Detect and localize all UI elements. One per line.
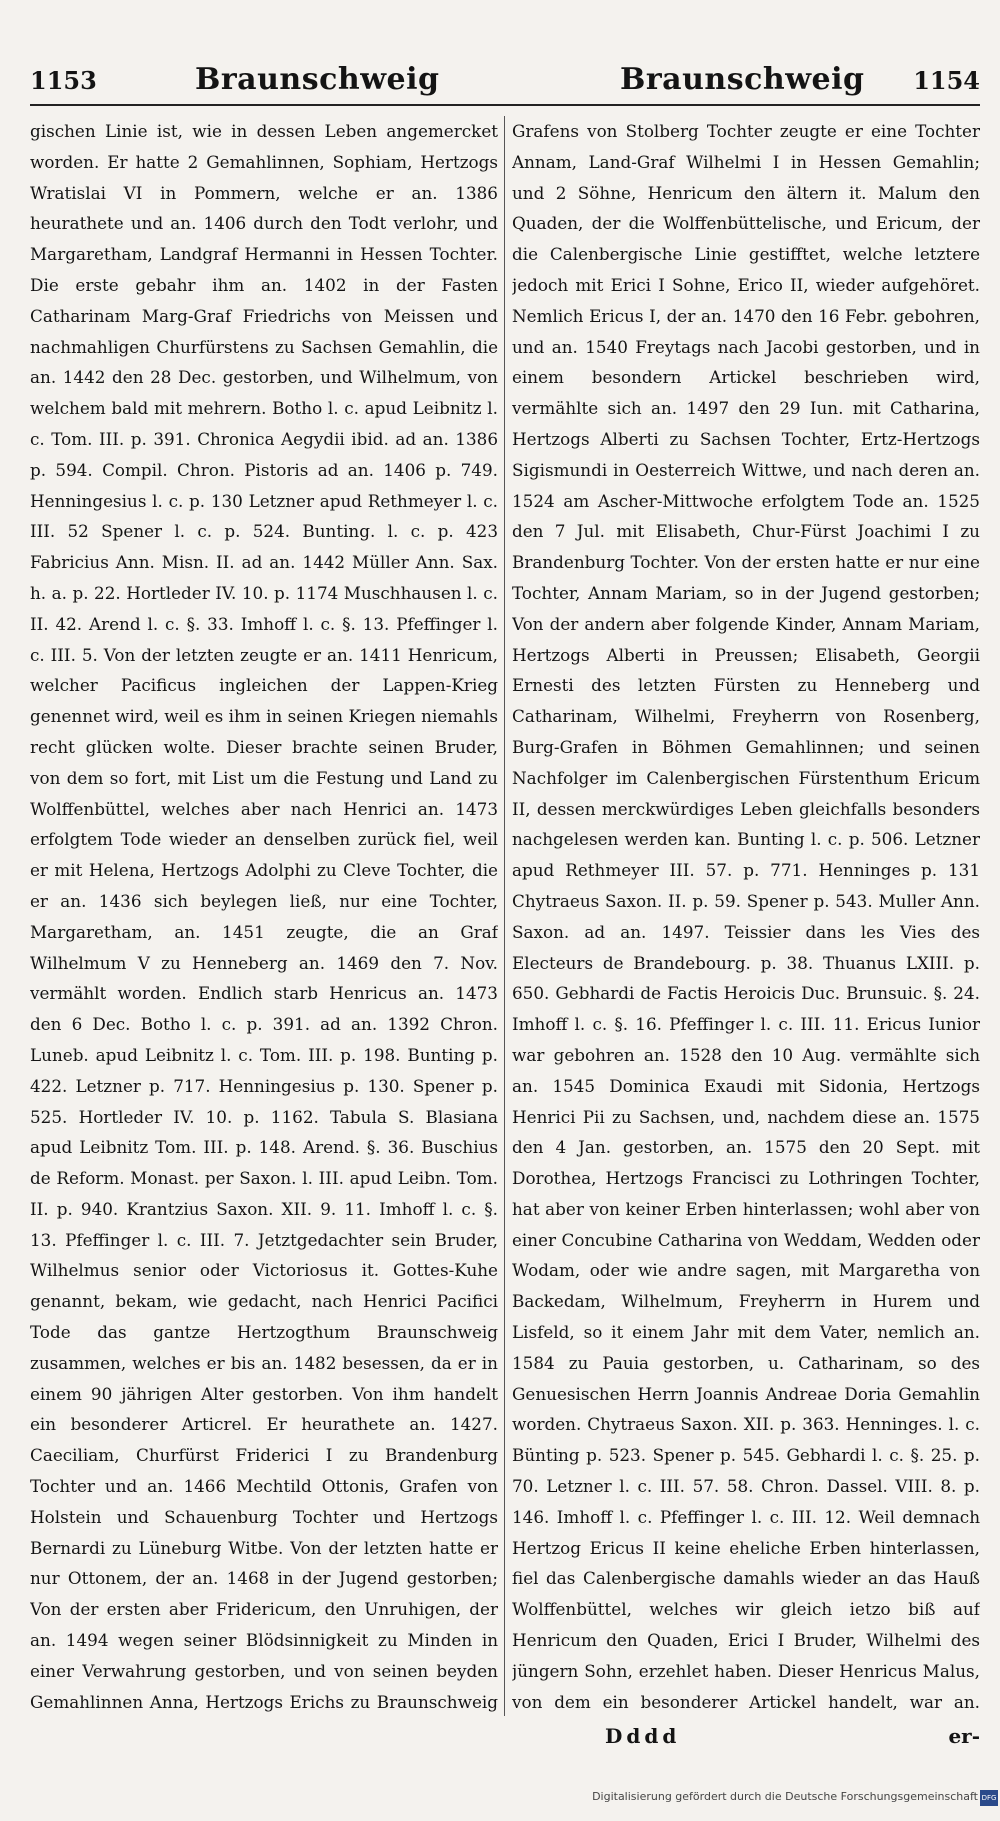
signature-mark: Dddd xyxy=(605,1724,681,1748)
page-header xyxy=(30,62,980,104)
dfg-logo: DFG xyxy=(980,1790,998,1806)
running-title-right: Braunschweig xyxy=(620,62,865,97)
header-rule xyxy=(30,104,980,106)
digitization-credit: Digitalisierung gefördert durch die Deutsche Forschungsgemeinschaft xyxy=(592,1790,978,1803)
text-column-left xyxy=(30,116,498,1716)
text-column-right xyxy=(512,116,980,1716)
column-left-text: gischen Linie ist, wie in dessen Leben angemercket worden. Er hatte 2 Gemahlinnen, Sophiam, Hertzogs Wratislai VI in Pommern, welche er an. 1386 heurathete und an. 1406 durch den Todt verlohr, und Margaretham, Landgraf Hermanni in Hessen Tochter. Die erste gebahr ihm an. 1402 in der Fasten Catharinam Marg-Graf Friedrichs von Meissen und nachmahligen Churfürstens zu Sachsen Gemahlin, die an. 1442 den 28 Dec. gestorben, und Wilhelmum, von welchem bald mit mehrern. Botho l. c. apud Leibnitz l. c. Tom. III. p. 391. Chronica Aegydii ibid. ad an. 1386 p. 594. Compil. Chron. Pistoris ad an. 1406 p. 749. Henningesius l. c. p. 130 Letzner apud Rethmeyer l. c. III. 52 Spener l. c. p. 524. Bunting. l. c. p. 423 Fabricius Ann. Misn. II. ad an. 1442 Müller Ann. Sax. h. a. p. 22. Hortleder IV. 10. p. 1174 Muschhausen l. c. II. 42. Arend l. c. §. 33. Imhoff l. c. §. 13. Pfeffinger l. c. III. 5. Von der letzten zeugte er an. 1411 Henricum, welcher Pacificus ingleichen der Lappen-Krieg genennet wird, weil es ihm in seinen Kriegen niemahls recht glücken wolte. Dieser brachte seinen Bruder, von dem so fort, mit List um die Festung und Land zu Wolffenbüttel, welches aber nach Henrici an. 1473 erfolgtem Tode wieder an denselben zurück fiel, weil er mit Helena, Hertzogs Adolphi zu Cleve Tochter, die er an. 1436 sich beylegen ließ, nur eine Tochter, Margaretham, an. 1451 zeugte, die an Graf Wilhelmum V zu Henneberg an. 1469 den 7. Nov. vermählt worden. Endlich starb Henricus an. 1473 den 6 Dec. Botho l. c. p. 391. ad an. 1392 Chron. Luneb. apud Leibnitz l. c. Tom. III. p. 198. Bunting p. 422. Letzner p. 717. Henningesius p. 130. Spener p. 525. Hortleder IV. 10. p. 1162. Tabula S. Blasiana apud Leibnitz Tom. III. p. 148. Arend. §. 36. Buschius de Reform. Monast. per Saxon. l. III. apud Leibn. Tom. II. p. 940. Krantzius Saxon. XII. 9. 11. Imhoff l. c. §. 13. Pfeffinger l. c. III. 7. Jetztgedachter sein Bruder, Wilhelmus senior oder Victoriosus it. Gottes-Kuhe genannt, bekam, wie gedacht, nach Henrici Pacifici Tode das gantze Hertzogthum Braunschweig zusammen, welches er bis an. 1482 besessen, da er in einem 90 jährigen Alter gestorben. Von ihm handelt ein besonderer Articrel. Er heurathete an. 1427. Caeciliam, Churfürst Friderici I zu Brandenburg Tochter und an. 1466 Mechtild Ottonis, Grafen von Holstein und Schauenburg Tochter und Hertzogs Bernardi zu Lüneburg Witbe. Von der letzten hatte er nur Ottonem, der an. 1468 in der Jugend gestorben; Von der ersten aber Fridericum, den Unruhigen, der an. 1494 wegen seiner Blödsinnigkeit zu Minden in einer Verwahrung gestorben, und von seinen beyden Gemahlinnen Anna, Hertzogs Erichs zu Braunschweig xyxy=(30,121,498,1712)
column-divider xyxy=(504,116,505,1716)
column-right-text: Grafens von Stolberg Tochter zeugte er eine Tochter Annam, Land-Graf Wilhelmi I in Hessen Gemahlin; und 2 Söhne, Henricum den ältern it. Malum den Quaden, der die Wolffenbüttelische, und Ericum, der die Calenbergische Linie gestifftet, welche letztere jedoch mit Erici I Sohne, Erico II, wieder aufgehöret. Nemlich Ericus I, der an. 1470 den 16 Febr. gebohren, und an. 1540 Freytags nach Jacobi gestorben, und in einem besondern Artickel beschrieben wird, vermählte sich an. 1497 den 29 Iun. mit Catharina, Hertzogs Alberti zu Sachsen Tochter, Ertz-Hertzogs Sigismundi in Oesterreich Wittwe, und nach deren an. 1524 am Ascher-Mittwoche erfolgtem Tode an. 1525 den 7 Jul. mit Elisabeth, Chur-Fürst Joachimi I zu Brandenburg Tochter. Von der ersten hatte er nur eine Tochter, Annam Mariam, so in der Jugend gestorben; Von der andern aber folgende Kinder, Annam Mariam, Hertzogs Alberti in Preussen; Elisabeth, Georgii Ernesti des letzten Fürsten zu Henneberg und Catharinam, Wilhelmi, Freyherrn von Rosenberg, Burg-Grafen in Böhmen Gemahlinnen; und seinen Nachfolger im Calenbergischen Fürstenthum Ericum II, dessen merckwürdiges Leben gleichfalls besonders nachgelesen werden kan. Bunting l. c. p. 506. Letzner apud Rethmeyer III. 57. p. 771. Henninges p. 131 Chytraeus Saxon. II. p. 59. Spener p. 543. Muller Ann. Saxon. ad an. 1497. Teissier dans les Vies des Electeurs de Brandebourg. p. 38. Thuanus LXIII. p. 650. Gebhardi de Factis Heroicis Duc. Brunsuic. §. 24. Imhoff l. c. §. 16. Pfeffinger l. c. III. 11. Ericus Iunior war gebohren an. 1528 den 10 Aug. vermählte sich an. 1545 Dominica Exaudi mit Sidonia, Hertzogs Henrici Pii zu Sachsen, und, nachdem diese an. 1575 den 4 Jan. gestorben, an. 1575 den 20 Sept. mit Dorothea, Hertzogs Francisci zu Lothringen Tochter, hat aber von keiner Erben hinterlassen; wohl aber von einer Concubine Catharina von Weddam, Wedden oder Wodam, oder wie andre sagen, mit Margaretha von Backedam, Wilhelmum, Freyherrn in Hurem und Lisfeld, so it einem Jahr mit dem Vater, nemlich an. 1584 zu Pauia gestorben, u. Catharinam, so des Genuesischen Herrn Joannis Andreae Doria Gemahlin worden. Chytraeus Saxon. XII. p. 363. Henninges. l. c. Bünting p. 523. Spener p. 545. Gebhardi l. c. §. 25. p. 70. Letzner l. c. III. 57. 58. Chron. Dassel. VIII. 8. p. 146. Imhoff l. c. Pfeffinger l. c. III. 12. Weil demnach Hertzog Ericus II keine eheliche Erben hinterlassen, fiel das Calenbergische damahls wieder an das Hauß Wolffenbüttel, welches wir gleich ietzo biß auf Henricum den Quaden, Erici I Bruder, Wilhelmi des jüngern Sohn, erzehlet haben. Dieser Henricus Malus, von dem ein besonderer Artickel handelt, war an. xyxy=(512,121,980,1712)
page-number-left: 1153 xyxy=(30,66,97,95)
page-footer xyxy=(30,1724,980,1758)
catchword: er- xyxy=(948,1724,980,1748)
page xyxy=(30,62,980,1762)
running-title-left: Braunschweig xyxy=(195,62,440,97)
page-number-right: 1154 xyxy=(913,66,980,95)
